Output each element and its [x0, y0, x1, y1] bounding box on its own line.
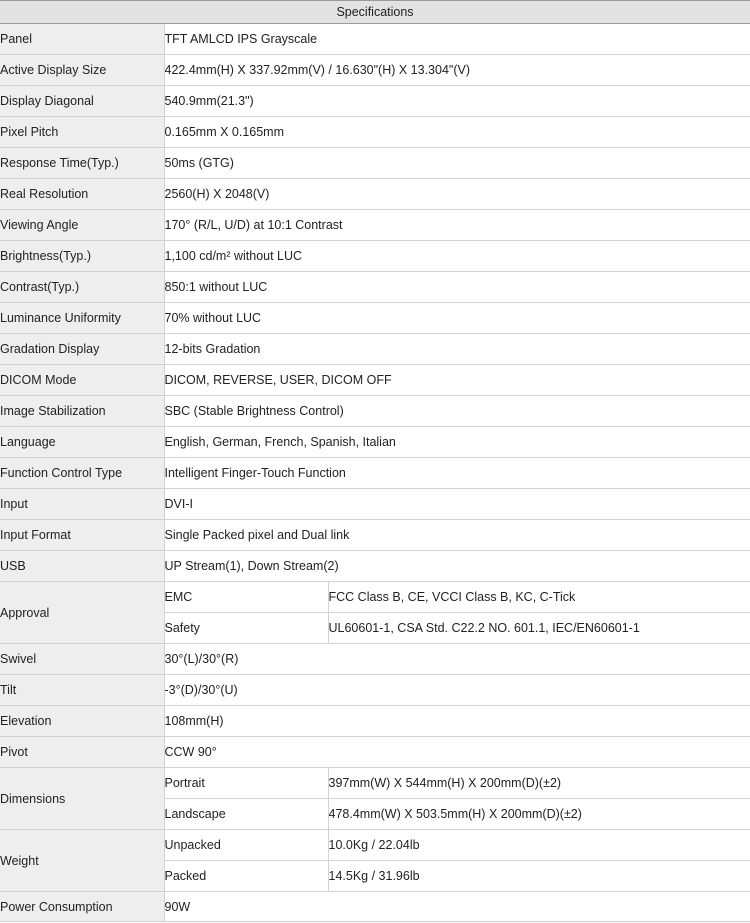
row-label: Brightness(Typ.) [0, 241, 164, 272]
row-label: Language [0, 427, 164, 458]
row-label: Panel [0, 24, 164, 55]
table-row [0, 334, 750, 365]
row-value: 0.165mm X 0.165mm [164, 117, 750, 148]
row-value: 170° (R/L, U/D) at 10:1 Contrast [164, 210, 750, 241]
row-value: SBC (Stable Brightness Control) [164, 396, 750, 427]
row-value: 422.4mm(H) X 337.92mm(V) / 16.630"(H) X 13.304"(V) [164, 55, 750, 86]
row-value: 108mm(H) [164, 706, 750, 737]
table-row [0, 644, 750, 675]
row-label: Power Consumption [0, 892, 164, 922]
row-label: Input Format [0, 520, 164, 551]
table-row [0, 55, 750, 86]
row-value: DICOM, REVERSE, USER, DICOM OFF [164, 365, 750, 396]
row-label: DICOM Mode [0, 365, 164, 396]
dimensions-label: Dimensions [0, 768, 164, 830]
row-value: 12-bits Gradation [164, 334, 750, 365]
row-label: Contrast(Typ.) [0, 272, 164, 303]
table-row [0, 86, 750, 117]
row-value: DVI-I [164, 489, 750, 520]
table-row [0, 458, 750, 489]
sub-label: Safety [164, 613, 328, 644]
row-label: Swivel [0, 644, 164, 675]
sub-value: 14.5Kg / 31.96lb [328, 861, 750, 892]
sub-value: UL60601-1, CSA Std. C22.2 NO. 601.1, IEC/EN60601-1 [328, 613, 750, 644]
sub-value: 10.0Kg / 22.04lb [328, 830, 750, 861]
table-row [0, 489, 750, 520]
row-value: 70% without LUC [164, 303, 750, 334]
row-value: UP Stream(1), Down Stream(2) [164, 551, 750, 582]
row-value: 850:1 without LUC [164, 272, 750, 303]
table-row [0, 396, 750, 427]
row-label: Active Display Size [0, 55, 164, 86]
row-value: 1,100 cd/m² without LUC [164, 241, 750, 272]
row-label: Pixel Pitch [0, 117, 164, 148]
row-value: TFT AMLCD IPS Grayscale [164, 24, 750, 55]
table-row [0, 303, 750, 334]
row-label: Pivot [0, 737, 164, 768]
row-label: Elevation [0, 706, 164, 737]
sub-label: Packed [164, 861, 328, 892]
row-value: Intelligent Finger-Touch Function [164, 458, 750, 489]
sub-label: EMC [164, 582, 328, 613]
row-label: Input [0, 489, 164, 520]
row-value: 30°(L)/30°(R) [164, 644, 750, 675]
table-row-weight-unpacked [0, 830, 750, 861]
table-row [0, 427, 750, 458]
sub-value: 478.4mm(W) X 503.5mm(H) X 200mm(D)(±2) [328, 799, 750, 830]
table-row [0, 892, 750, 922]
sub-label: Portrait [164, 768, 328, 799]
row-label: Image Stabilization [0, 396, 164, 427]
table-row [0, 365, 750, 396]
row-value: Single Packed pixel and Dual link [164, 520, 750, 551]
row-label: Display Diagonal [0, 86, 164, 117]
row-label: USB [0, 551, 164, 582]
table-header-row [0, 1, 750, 24]
row-label: Real Resolution [0, 179, 164, 210]
table-row [0, 706, 750, 737]
row-value: -3°(D)/30°(U) [164, 675, 750, 706]
row-label: Response Time(Typ.) [0, 148, 164, 179]
table-row [0, 737, 750, 768]
row-value: 2560(H) X 2048(V) [164, 179, 750, 210]
table-row [0, 179, 750, 210]
table-row [0, 148, 750, 179]
row-label: Function Control Type [0, 458, 164, 489]
table-row-approval-emc [0, 582, 750, 613]
row-label: Viewing Angle [0, 210, 164, 241]
table-row [0, 272, 750, 303]
row-label: Tilt [0, 675, 164, 706]
row-value: 50ms (GTG) [164, 148, 750, 179]
row-value: CCW 90° [164, 737, 750, 768]
approval-label: Approval [0, 582, 164, 644]
weight-label: Weight [0, 830, 164, 892]
table-row [0, 117, 750, 148]
sub-label: Landscape [164, 799, 328, 830]
row-label: Luminance Uniformity [0, 303, 164, 334]
table-row [0, 551, 750, 582]
row-value: 90W [164, 892, 750, 922]
table-row [0, 210, 750, 241]
row-value: English, German, French, Spanish, Italian [164, 427, 750, 458]
table-row-dimensions-portrait [0, 768, 750, 799]
table-row [0, 241, 750, 272]
table-row [0, 24, 750, 55]
row-value: 540.9mm(21.3") [164, 86, 750, 117]
table-row [0, 675, 750, 706]
sub-label: Unpacked [164, 830, 328, 861]
table-row [0, 520, 750, 551]
table-title: Specifications [0, 1, 750, 24]
sub-value: FCC Class B, CE, VCCI Class B, KC, C-Tick [328, 582, 750, 613]
sub-value: 397mm(W) X 544mm(H) X 200mm(D)(±2) [328, 768, 750, 799]
row-label: Gradation Display [0, 334, 164, 365]
